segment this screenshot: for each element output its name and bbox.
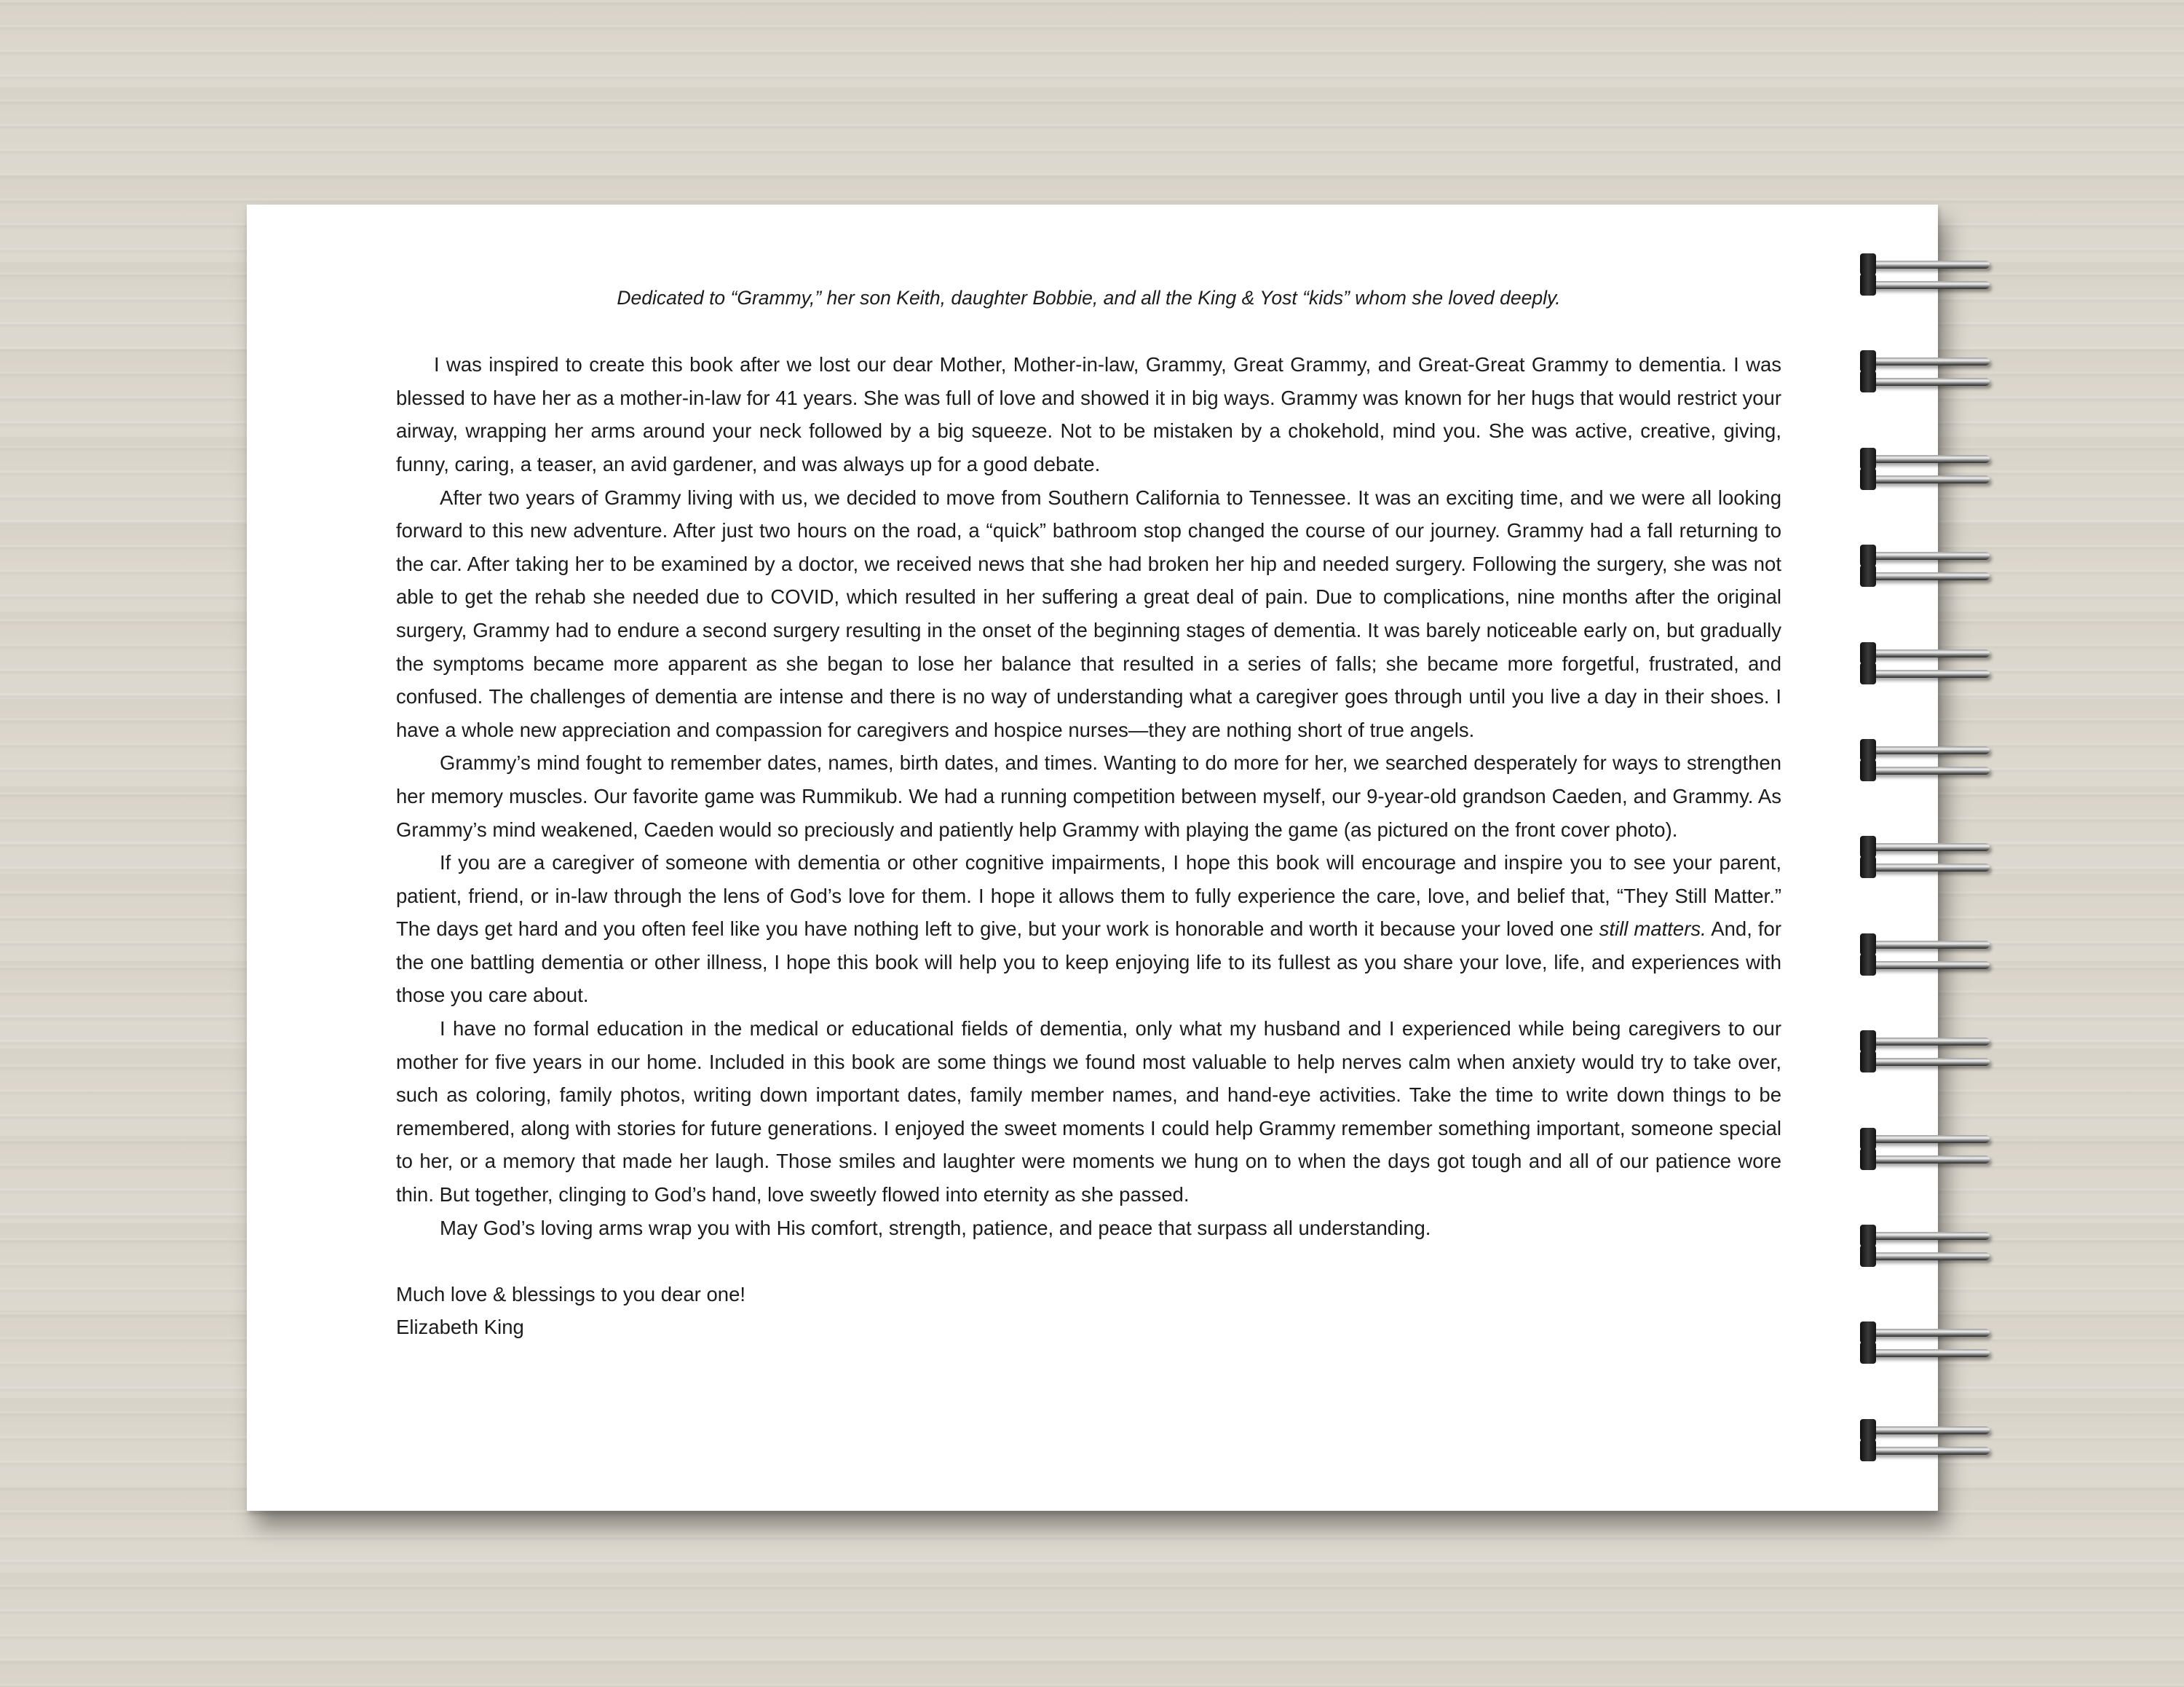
ring-wire	[1869, 941, 1990, 949]
signature: Elizabeth King	[396, 1316, 524, 1339]
still-matters-emphasis: still matters.	[1599, 917, 1706, 941]
ring-post	[1860, 1051, 1876, 1072]
ring-post	[1860, 642, 1876, 664]
ring-post	[1860, 448, 1876, 470]
ring-post	[1860, 759, 1876, 781]
ring-wire	[1869, 1135, 1990, 1143]
page-text	[396, 282, 1781, 1344]
ring-post	[1860, 545, 1876, 566]
ring-wire	[1869, 1038, 1990, 1046]
ring-post	[1860, 371, 1876, 392]
ring-wire	[1869, 1329, 1990, 1337]
ring-wire	[1869, 1155, 1990, 1163]
ring-wire	[1869, 1058, 1990, 1066]
ring-wire	[1869, 767, 1990, 775]
ring-post	[1860, 663, 1876, 684]
ring-post	[1860, 1128, 1876, 1150]
paragraph-inspiration: I was inspired to create this book after we lost our dear Mother, Mother-in-law, Grammy, Great Grammy, and Great-Great Grammy to dementia. I was blessed to have her as a mother-in-law for 41 years. She was full of love and showed it in big ways. Grammy was known for her hugs that would restrict your airway, wrapping her arms around your neck followed by a big squeeze. Not to be mistaken by a chokehold, mind you. She was active, creative, giving, funny, caring, a teaser, an avid gardener, and was always up for a good debate.	[396, 353, 1781, 475]
ring-wire	[1869, 670, 1990, 678]
ring-post	[1860, 565, 1876, 587]
ring-post	[1860, 1321, 1876, 1343]
spiral-ring	[1860, 1321, 1990, 1365]
spiral-ring	[1860, 836, 1990, 880]
notebook-page	[247, 205, 1938, 1511]
ring-post	[1860, 1419, 1876, 1441]
ring-wire	[1869, 1447, 1990, 1455]
ring-post	[1860, 1439, 1876, 1461]
spiral-ring	[1860, 1030, 1990, 1074]
ring-wire	[1869, 843, 1990, 851]
dedication: Dedicated to “Grammy,” her son Keith, daughter Bobbie, and all the King & Yost “kids” whom she loved deeply.	[617, 287, 1561, 309]
ring-post	[1860, 350, 1876, 372]
ring-post	[1860, 1225, 1876, 1247]
ring-wire	[1869, 1426, 1990, 1434]
spiral-ring	[1860, 1225, 1990, 1268]
ring-post	[1860, 1030, 1876, 1052]
ring-wire	[1869, 281, 1990, 289]
ring-wire	[1869, 357, 1990, 366]
spiral-ring	[1860, 1419, 1990, 1463]
ring-wire	[1869, 746, 1990, 754]
spiral-ring	[1860, 350, 1990, 394]
ring-wire	[1869, 552, 1990, 560]
ring-post	[1860, 468, 1876, 490]
spacer	[396, 1244, 1781, 1278]
ring-post	[1860, 954, 1876, 976]
paragraph-move: After two years of Grammy living with us, we decided to move from Southern California to Tennessee. It was an exciting time, and we were all looking forward to this new adventure. After just two hours on the road, a “quick” bathroom stop changed the course of our journey. Grammy had a fall returning to the car. After taking her to be examined by a doctor, we received news that she had broken her hip and needed surgery. Following the surgery, she was not able to get the rehab she needed due to COVID, which resulted in her suffering a great deal of pain. Due to complications, nine months after the original surgery, Grammy had to endure a second surgery resulting in the onset of the beginning stages of dementia. It was barely noticeable early on, but gradually the symptoms became more apparent as she began to lose her balance that resulted in a series of falls; she became more forgetful, frustrated, and confused. The challenges of dementia are intense and there is no way of understanding what a caregiver goes through until you live a day in their shoes. I have a whole new appreciation and compassion for caregivers and hospice nurses—they are nothing short of true angels.	[396, 486, 1781, 741]
ring-post	[1860, 253, 1876, 275]
ring-post	[1860, 1148, 1876, 1170]
paragraph-memory: Grammy’s mind fought to remember dates, names, birth dates, and times. Wanting to do more for her, we searched desperately for ways to strengthen her memory muscles. Our favorite game was Rummikub. We had a running competition between myself, our 9-year-old grandson Caeden, and Grammy. As Grammy’s mind weakened, Caeden would so preciously and patiently help Grammy with playing the game (as pictured on the front cover photo).	[396, 751, 1781, 841]
ring-wire	[1869, 1232, 1990, 1240]
spiral-ring	[1860, 253, 1990, 297]
paragraph-caregiver-text-a: If you are a caregiver of someone with dementia or other cognitive impairments, I hope this book will encourage and inspire you to see your parent, patient, friend, or in-law through the lens of God’s love for them. I hope it allows them to fully experience the care, love, and belief that, “They Still Matter.” The days get hard and you often feel like you have nothing left to give, but your work is honorable and worth it because your loved one	[396, 851, 1781, 941]
spacer	[396, 315, 1781, 349]
ring-post	[1860, 933, 1876, 955]
spiral-ring	[1860, 739, 1990, 783]
ring-wire	[1869, 475, 1990, 483]
paragraph-caregiver	[396, 846, 1781, 1012]
ring-post	[1860, 274, 1876, 296]
ring-post	[1860, 1245, 1876, 1267]
spiral-ring	[1860, 933, 1990, 977]
ring-wire	[1869, 1252, 1990, 1260]
paragraph-caregiver-text-b: And, for the one battling dementia or other illness, I hope this book will help you to keep enjoying life to its fullest as you share your love, life, and experiences with those you care about.	[396, 917, 1781, 1007]
ring-post	[1860, 1342, 1876, 1364]
ring-wire	[1869, 961, 1990, 969]
closing-line: Much love & blessings to you dear one!	[396, 1282, 746, 1305]
ring-post	[1860, 836, 1876, 858]
ring-wire	[1869, 572, 1990, 580]
spiral-ring	[1860, 448, 1990, 491]
ring-post	[1860, 856, 1876, 878]
paragraph-education: I have no formal education in the medical or educational fields of dementia, only what my husband and I experienced while being caregivers to our mother for five years in our home. Included in this book are some things we found most valuable to help nerves calm when anxiety would try to take over, such as coloring, family photos, writing down important dates, family member names, and hand-eye activities. Take the time to write down things to be remembered, along with stories for future generations. I enjoyed the sweet moments I could help Grammy remember something important, someone special to her, or a memory that made her laugh. Those smiles and laughter were moments we hung on to when the days got tough and all of our patience wore thin. But together, clinging to God’s hand, love sweetly flowed into eternity as she passed.	[396, 1017, 1781, 1206]
paragraph-blessing: May God’s loving arms wrap you with His comfort, strength, patience, and peace that surpass all understanding.	[440, 1216, 1431, 1239]
ring-wire	[1869, 261, 1990, 269]
spiral-ring	[1860, 1128, 1990, 1172]
ring-wire	[1869, 455, 1990, 463]
ring-wire	[1869, 1349, 1990, 1357]
ring-post	[1860, 739, 1876, 761]
ring-wire	[1869, 649, 1990, 657]
spiral-ring	[1860, 642, 1990, 686]
ring-wire	[1869, 864, 1990, 872]
ring-wire	[1869, 378, 1990, 386]
spiral-ring	[1860, 545, 1990, 588]
